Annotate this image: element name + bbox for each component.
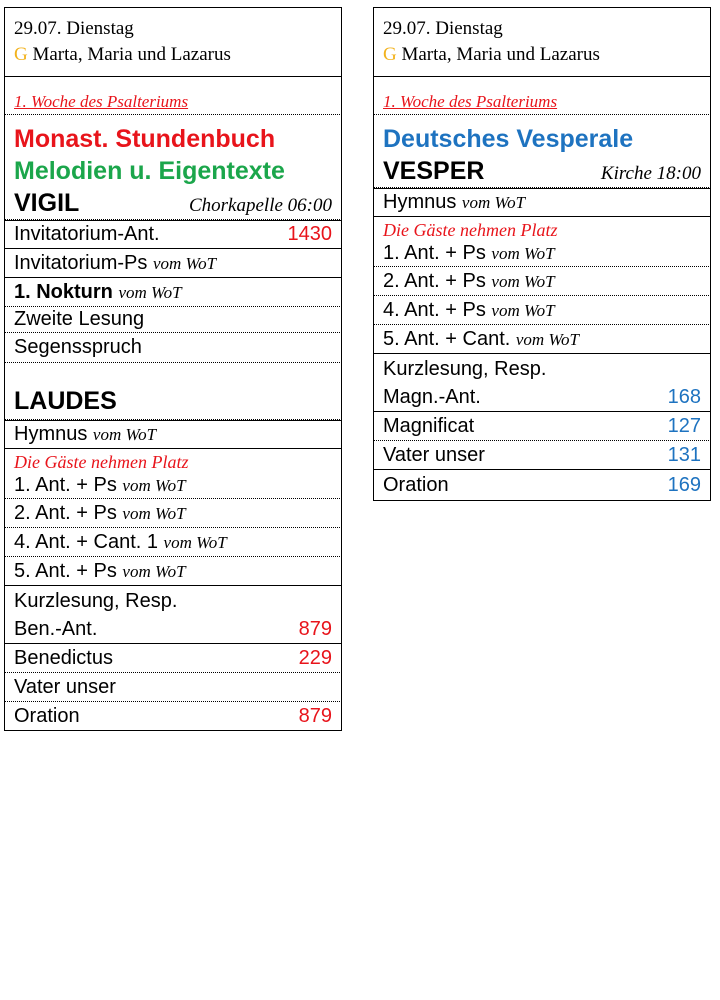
item-label: 2. Ant. + Ps (14, 501, 117, 524)
reading-line-2 (383, 383, 701, 411)
psalter-week-label: 1. Woche des Psalteriums (383, 92, 558, 111)
item-label: 4. Ant. + Cant. 1 (14, 530, 158, 553)
psalter-week (4, 77, 342, 114)
vesper-psalm-5 (373, 325, 711, 354)
item-label: Invitatorium-Ps (14, 251, 148, 274)
date-header (4, 7, 342, 77)
psalter-week (373, 77, 711, 114)
item-label: 2. Ant. + Ps (383, 269, 486, 292)
item-label: 1. Ant. + Ps (14, 474, 117, 496)
item-label: Magnificat (383, 414, 475, 437)
feast-name: Marta, Maria und Lazarus (401, 44, 600, 65)
vesper-vater-unser (373, 441, 711, 470)
vesper-title: VESPER (383, 157, 485, 185)
date-label: 29.07. Dienstag (14, 18, 134, 39)
vesper-psalm-2 (373, 267, 711, 296)
laudes-vater-unser (4, 673, 342, 702)
feast-rank-letter: G (14, 44, 28, 65)
item-label: Invitatorium-Ant. (14, 223, 160, 245)
feast-line (14, 42, 231, 68)
item-suffix: vom WoT (92, 425, 157, 444)
antiphon-label: Magn.-Ant. (383, 385, 481, 408)
vigil-item-invitatorium-ps (4, 249, 342, 278)
laudes-psalm-5 (4, 557, 342, 586)
laudes-guests-note (4, 449, 342, 473)
vigil-heading-block (4, 114, 342, 220)
item-label: Oration (14, 704, 80, 727)
book-title-stundenbuch: Monast. Stundenbuch (14, 125, 276, 153)
vigil-item-invitatorium-ant (4, 220, 342, 249)
psalter-week-label: 1. Woche des Psalteriums (14, 92, 189, 111)
book-title-melodien: Melodien u. Eigentexte (14, 157, 285, 185)
item-label: Benedictus (14, 646, 113, 669)
laudes-heading-block (4, 362, 342, 420)
item-suffix: vom WoT (515, 329, 580, 349)
vesper-title-line (383, 155, 701, 187)
item-suffix: vom WoT (118, 282, 182, 302)
item-suffix: vom WoT (122, 476, 186, 495)
vesper-magnificat (373, 412, 711, 441)
guests-label: Die Gäste nehmen Platz (383, 220, 558, 240)
item-label: 5. Ant. + Ps (14, 559, 117, 582)
item-number: 229 (298, 646, 332, 669)
laudes-oration (4, 702, 342, 731)
feast-rank-letter: G (383, 44, 397, 65)
vesper-psalm-4 (373, 296, 711, 325)
item-suffix: vom WoT (491, 300, 555, 320)
item-number: 169 (667, 473, 701, 496)
item-label: Vater unser (14, 675, 116, 698)
reading-line-1: Kurzlesung, Resp. (14, 589, 178, 612)
vigil-title: VIGIL (14, 189, 80, 217)
reading-line-2 (14, 615, 332, 643)
antiphon-label: Ben.-Ant. (14, 617, 98, 640)
item-label: Hymnus (383, 191, 457, 213)
laudes-hymn (4, 420, 342, 449)
vigil-place: Chorkapelle 06:00 (188, 195, 332, 216)
vesper-reading (373, 354, 711, 412)
date-header (373, 7, 711, 77)
date-label: 29.07. Dienstag (383, 18, 503, 39)
item-number: 879 (298, 704, 332, 727)
laudes-psalm-4 (4, 528, 342, 557)
book-title-vesperale: Deutsches Vesperale (383, 125, 634, 153)
right-column (373, 7, 711, 501)
laudes-reading (4, 586, 342, 644)
feast-line (383, 42, 600, 68)
item-suffix: vom WoT (122, 503, 186, 523)
guests-label: Die Gäste nehmen Platz (14, 452, 189, 472)
item-label: 1. Nokturn (14, 280, 113, 303)
laudes-psalm-1 (4, 473, 342, 499)
item-label: 1. Ant. + Ps (383, 242, 486, 264)
vesper-place: Kirche 18:00 (600, 163, 701, 184)
left-column (4, 7, 342, 731)
item-label: Zweite Lesung (14, 308, 145, 330)
item-label: Oration (383, 473, 449, 496)
item-suffix: vom WoT (461, 193, 526, 212)
vigil-item-nokturn (4, 278, 342, 307)
item-suffix: vom WoT (491, 244, 555, 263)
item-suffix: vom WoT (152, 253, 217, 273)
antiphon-number: 168 (667, 385, 701, 408)
antiphon-number: 879 (298, 617, 332, 640)
laudes-benedictus (4, 644, 342, 673)
item-suffix: vom WoT (122, 561, 186, 581)
item-label: Hymnus (14, 423, 88, 445)
laudes-psalm-2 (4, 499, 342, 528)
vesper-heading-block (373, 114, 711, 188)
item-label: Vater unser (383, 443, 485, 466)
item-label: 5. Ant. + Cant. (383, 327, 511, 350)
vigil-item-zweite-lesung (4, 307, 342, 333)
vesper-oration (373, 470, 711, 501)
vesper-hymn (373, 188, 711, 217)
vigil-title-line (14, 187, 332, 219)
vigil-item-segensspruch (4, 333, 342, 362)
laudes-title: LAUDES (14, 387, 117, 415)
item-suffix: vom WoT (491, 271, 555, 291)
item-number: 127 (667, 414, 701, 437)
item-label: Segensspruch (14, 336, 142, 358)
item-suffix: vom WoT (163, 532, 227, 552)
item-number: 131 (667, 443, 701, 466)
reading-line-1: Kurzlesung, Resp. (383, 357, 547, 380)
vesper-psalm-1 (373, 241, 711, 267)
item-label: 4. Ant. + Ps (383, 298, 486, 321)
item-number: 1430 (287, 223, 332, 245)
feast-name: Marta, Maria und Lazarus (32, 44, 231, 65)
vesper-guests-note (373, 217, 711, 241)
